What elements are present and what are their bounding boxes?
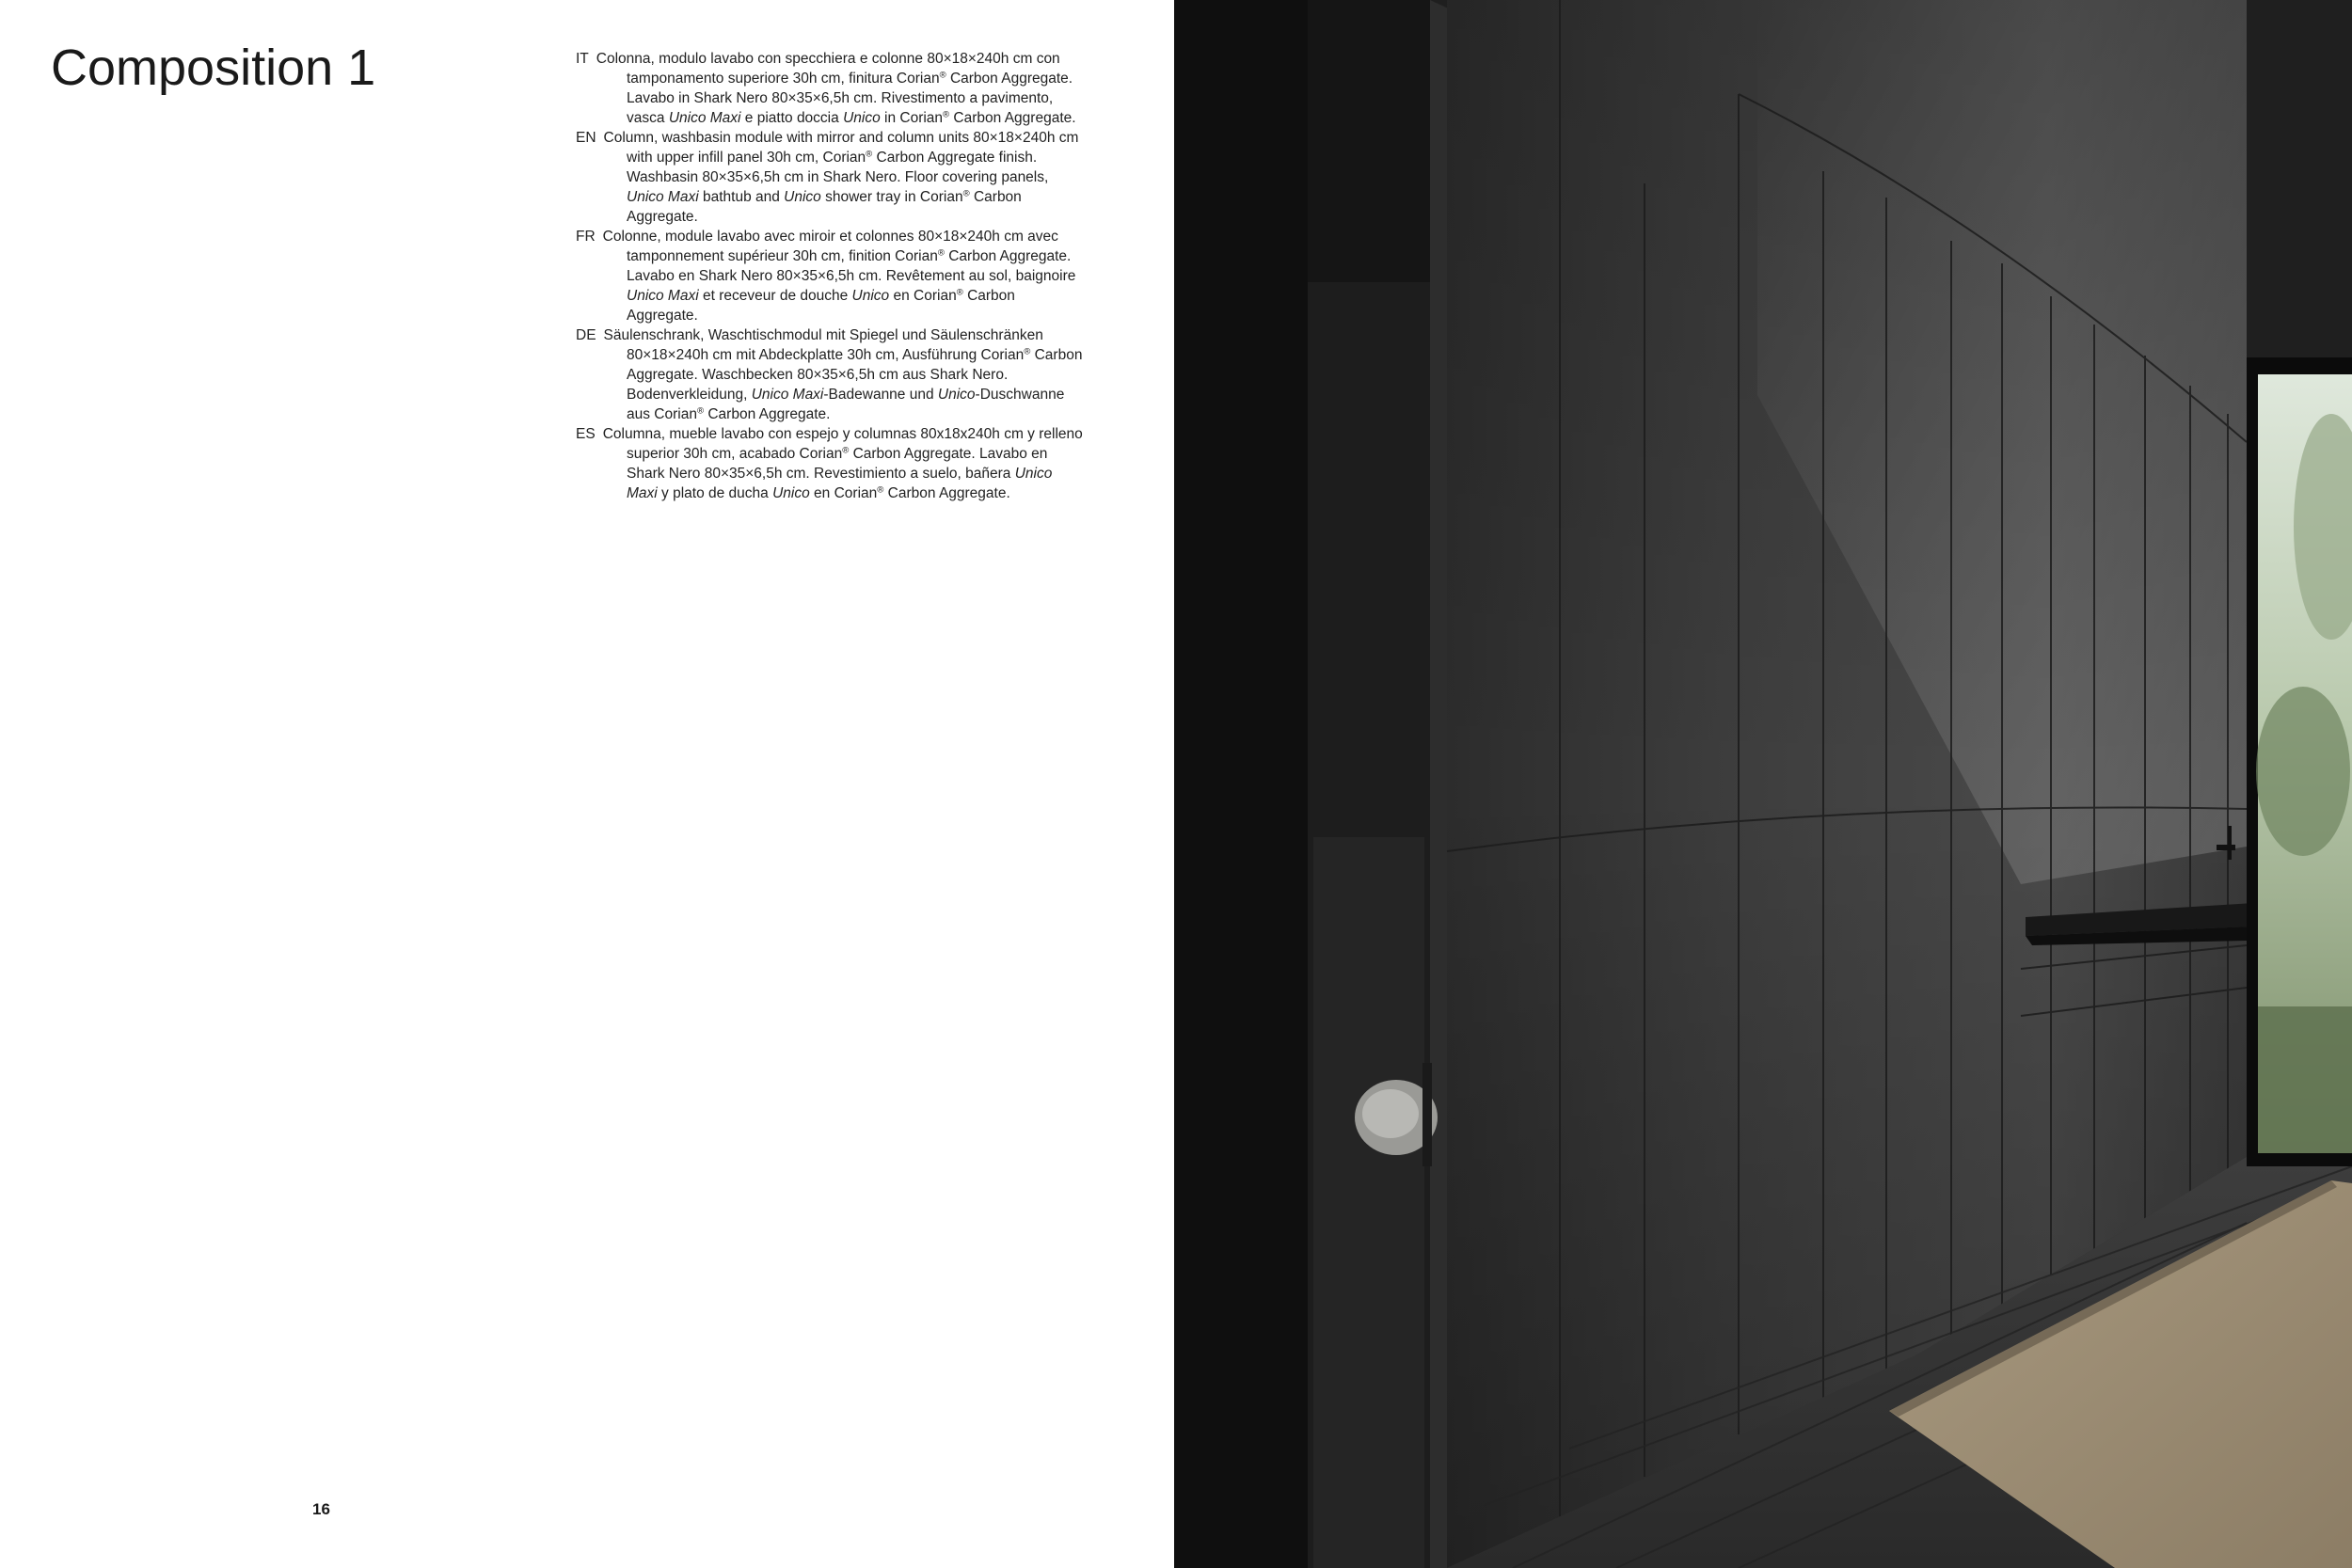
description-text (604, 327, 1083, 422)
product-name: Unico Maxi (627, 189, 699, 205)
registered-mark: ® (939, 70, 946, 81)
registered-mark: ® (962, 188, 970, 199)
text-run: en Corian (889, 288, 957, 304)
dark-doorway (1174, 0, 1308, 1568)
text-run: Columna, mueble lavabo con espejo y columnas 80x18x240h cm y relleno superior 30h cm, acabado Corian (602, 426, 1083, 462)
text-run: Carbon Aggregate. (704, 406, 831, 422)
registered-mark: ® (937, 247, 945, 259)
registered-mark: ® (842, 445, 850, 456)
language-code: EN (576, 130, 596, 146)
text-run: Carbon Aggregate. (883, 485, 1010, 501)
text-run: Carbon Aggregate. (949, 110, 1076, 126)
product-name: Unico Maxi (751, 387, 824, 403)
product-name: Unico (937, 387, 976, 403)
description-text (603, 229, 1076, 324)
description-text (596, 51, 1076, 126)
language-code: ES (576, 426, 596, 442)
description-it (576, 49, 1084, 128)
product-name: Unico (784, 189, 821, 205)
product-descriptions (576, 49, 1084, 503)
text-run: Carbon Aggregate. Waschbecken 80×35×6,5h cm aus Shark Nero. Bodenverkleidung, (627, 347, 1083, 403)
registered-mark: ® (1024, 346, 1031, 357)
text-run: bathtub and (698, 189, 785, 205)
text-page (0, 0, 1174, 1568)
page-number: 16 (312, 1500, 330, 1518)
product-name: Unico (851, 288, 890, 304)
product-name: Unico (843, 110, 881, 126)
language-code: IT (576, 51, 589, 67)
text-run: Column, washbasin module with mirror and column units 80×18×240h cm with upper infill panel 30h cm, Corian (603, 130, 1079, 166)
product-name: Unico Maxi (668, 110, 741, 126)
text-run: y plato de ducha (657, 485, 773, 501)
tap (2228, 826, 2232, 860)
text-run: Carbon Aggregate finish. Washbasin 80×35×6,5h cm in Shark Nero. Floor covering panels, (627, 150, 1049, 185)
registered-mark: ® (877, 484, 884, 496)
page-title: Composition 1 (51, 40, 376, 96)
text-run: Carbon Aggregate. Lavabo en Shark Nero 80×35×6,5h cm. Revestimiento a suelo, bañera (627, 446, 1048, 482)
description-de (576, 325, 1084, 424)
text-run: Carbon Aggregate. Lavabo en Shark Nero 80×35×6,5h cm. Revêtement au sol, baignoire (627, 248, 1076, 284)
text-run: Carbon Aggregate. Lavabo in Shark Nero 80×35×6,5h cm. Rivestimento a pavimento, vasca (627, 71, 1073, 126)
text-run: e piatto doccia (740, 110, 844, 126)
product-name: Unico Maxi (627, 288, 699, 304)
bathroom-photo (1174, 0, 2352, 1568)
text-run: en Corian (809, 485, 878, 501)
text-run: shower tray in Corian (820, 189, 963, 205)
text-run: Säulenschrank, Waschtischmodul mit Spiegel und Säulenschränken 80×18×240h cm mit Abdeckplatte 30h cm, Ausführung Corian (603, 327, 1043, 363)
language-code: DE (576, 327, 596, 343)
registered-mark: ® (943, 109, 950, 120)
text-run: in Corian (880, 110, 944, 126)
registered-mark: ® (696, 405, 705, 417)
description-fr (576, 227, 1084, 325)
text-run: Carbon Aggregate. (627, 189, 1022, 225)
product-name: Unico (772, 485, 810, 501)
text-run: Carbon Aggregate. (627, 288, 1015, 324)
description-text (603, 426, 1083, 501)
language-code: FR (576, 229, 596, 245)
description-es (576, 424, 1084, 503)
text-run: Colonne, module lavabo avec miroir et colonnes 80×18×240h cm avec tamponnement supérieur 30h cm, finition Corian (602, 229, 1058, 264)
description-en (576, 128, 1084, 227)
text-run: -Duschwanne aus Corian (627, 387, 1065, 422)
registered-mark: ® (866, 149, 873, 160)
text-run: Colonna, modulo lavabo con specchiera e colonne 80×18×240h cm con tamponamento superiore 30h cm, finitura Corian (596, 51, 1060, 87)
product-name: Unico Maxi (627, 466, 1053, 501)
registered-mark: ® (956, 287, 963, 298)
text-run: -Badewanne und (823, 387, 938, 403)
text-run: et receveur de douche (698, 288, 852, 304)
description-text (604, 130, 1079, 225)
